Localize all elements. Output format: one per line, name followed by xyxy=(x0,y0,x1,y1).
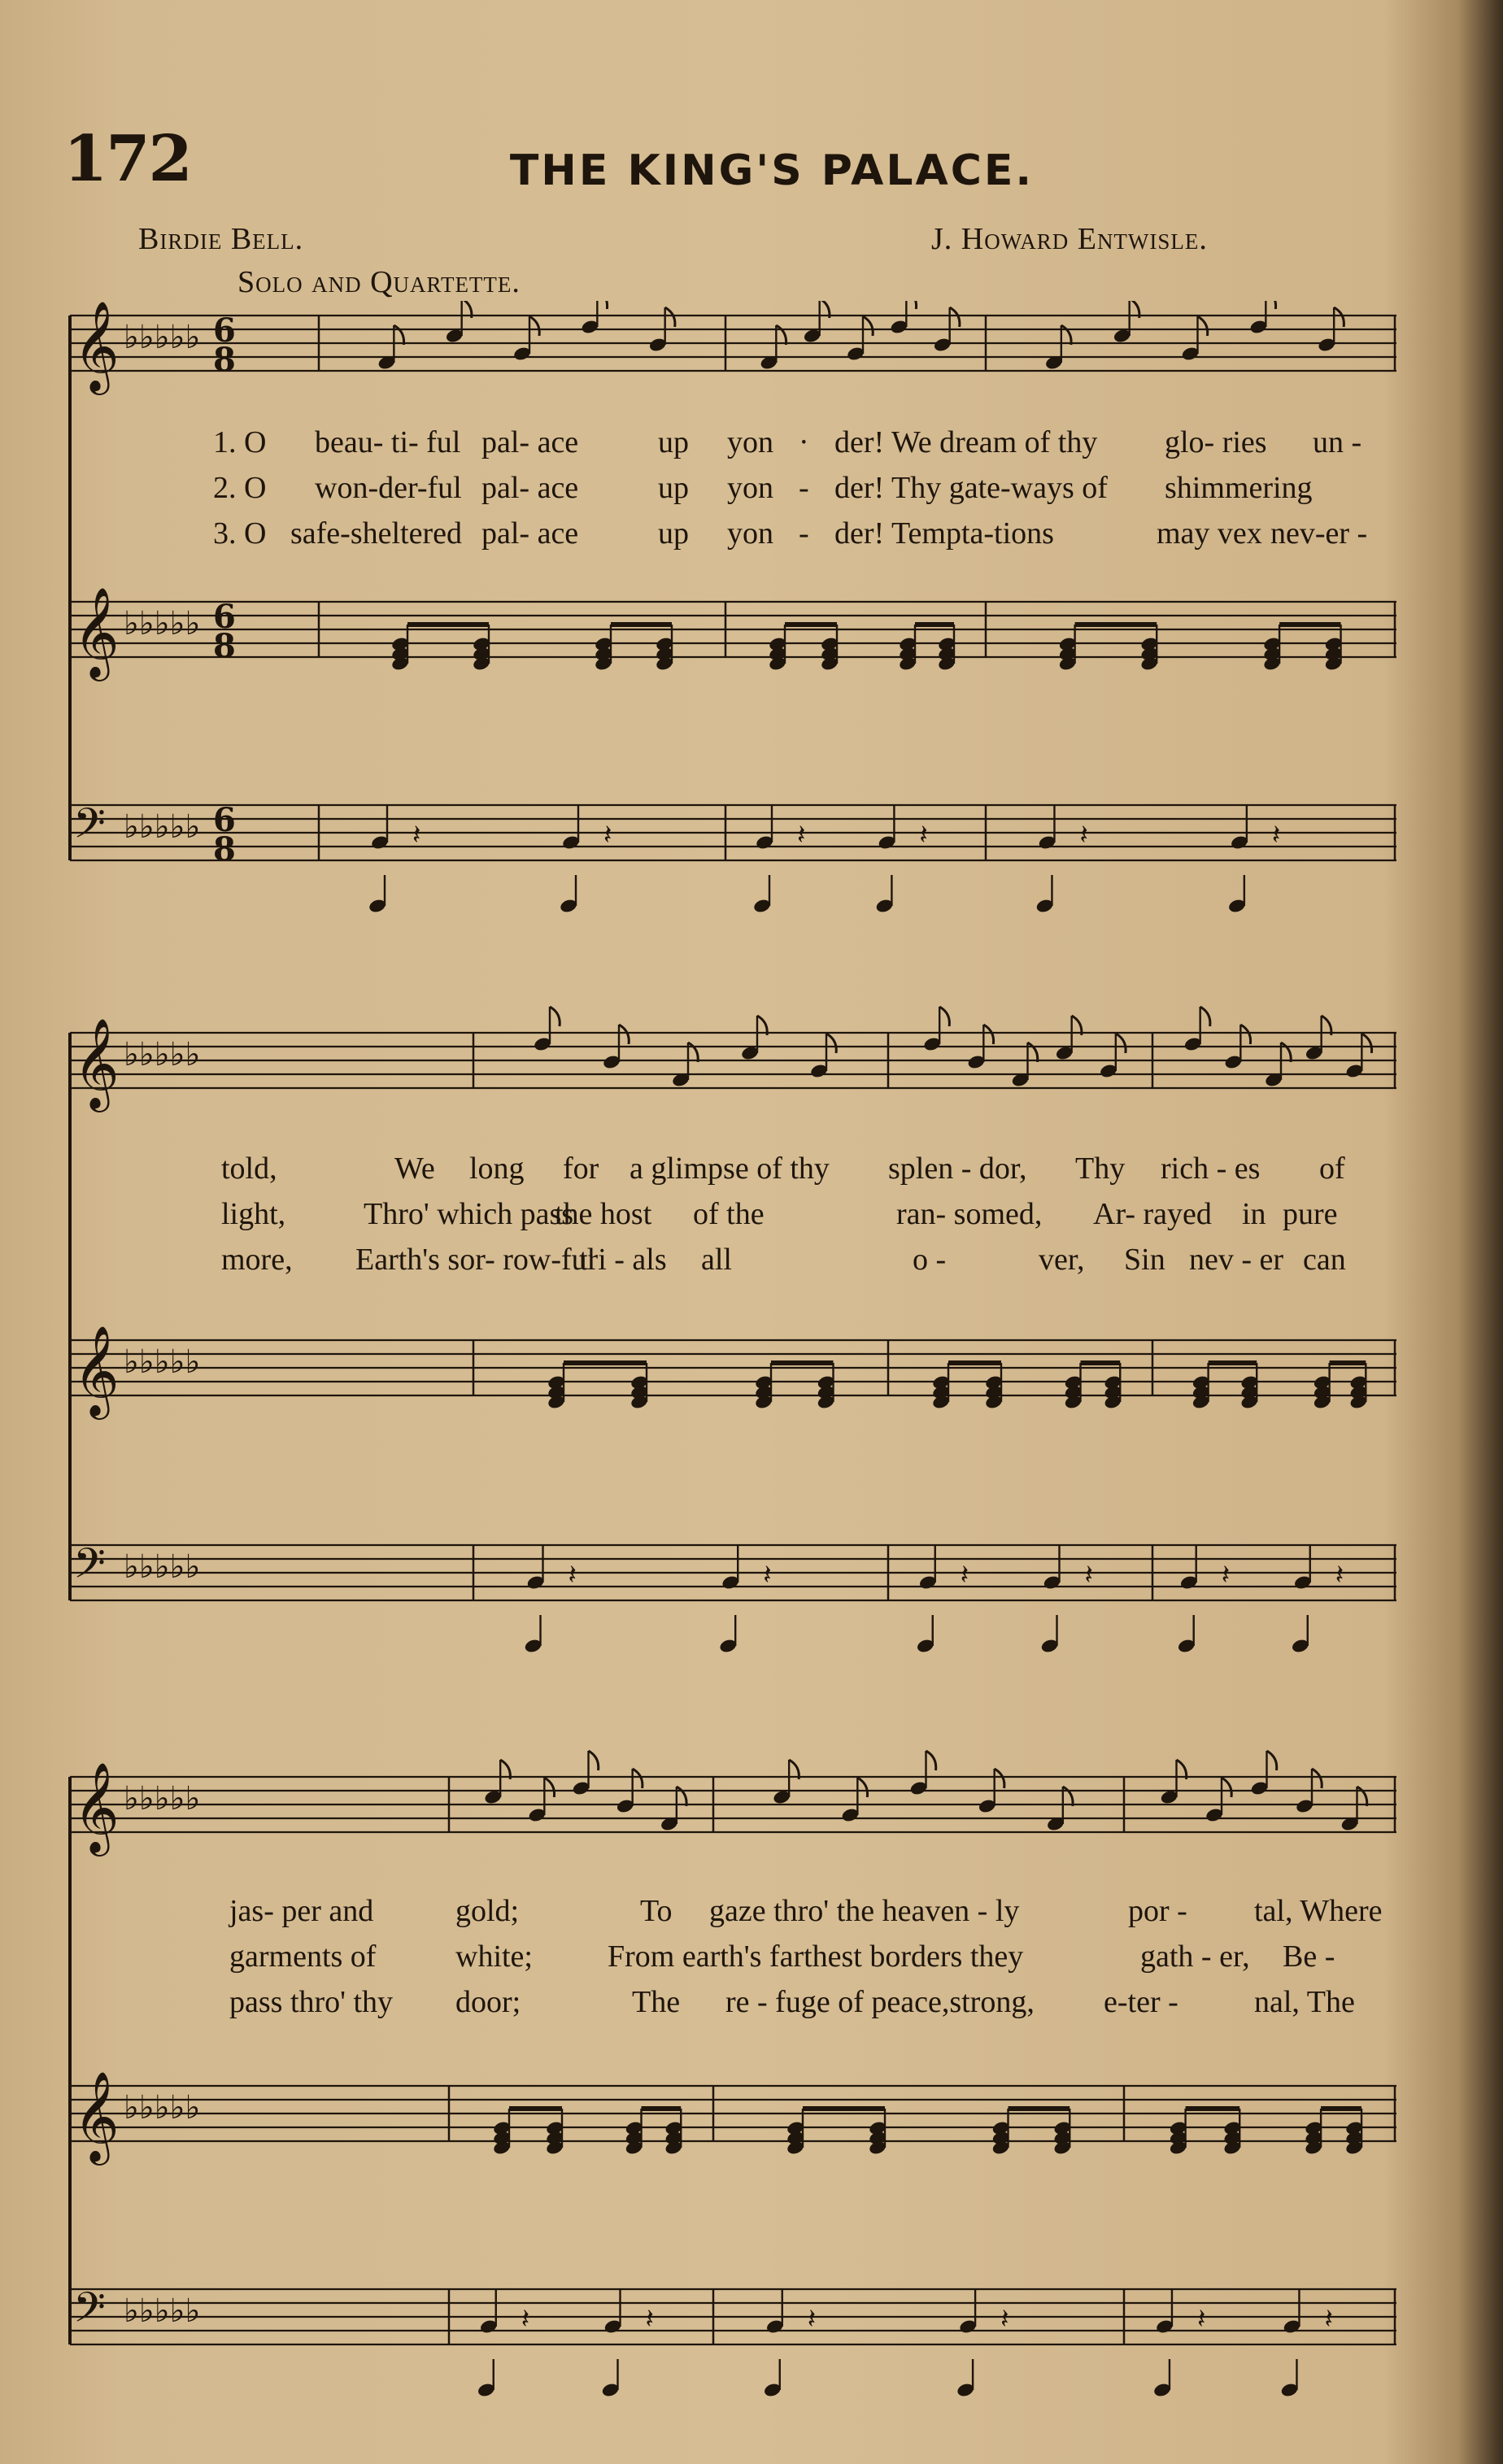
accompaniment-treble-staff xyxy=(70,2070,1396,2166)
svg-text:𝄽: 𝄽 xyxy=(919,819,928,851)
lyric-word: der! Tempta-tions xyxy=(834,516,1054,551)
lyric-word: for xyxy=(563,1151,599,1186)
score-staves xyxy=(67,1000,1401,1675)
lyric-word: light, xyxy=(221,1197,286,1231)
svg-text:𝄽: 𝄽 xyxy=(797,819,806,851)
lyric-word: in xyxy=(1242,1197,1266,1231)
lyric-word: gath - er, xyxy=(1140,1939,1250,1974)
svg-text:𝄢: 𝄢 xyxy=(73,2283,106,2342)
lyric-word: pass thro' thy xyxy=(229,1985,394,2019)
svg-text:6: 6 xyxy=(213,598,236,636)
lyric-word: the host xyxy=(555,1197,652,1231)
melody-staff xyxy=(70,1751,1396,1857)
lyric-word: From earth's farthest borders they xyxy=(608,1939,1024,1974)
score-staves xyxy=(67,301,1401,935)
lyric-word: Thy xyxy=(1075,1151,1126,1186)
lyric-word: long xyxy=(469,1151,525,1186)
lyric-word: white; xyxy=(455,1939,533,1974)
svg-text:𝄽: 𝄽 xyxy=(763,1559,772,1591)
lyric-word: pal- ace xyxy=(481,425,579,459)
svg-text:6: 6 xyxy=(213,801,236,839)
svg-text:♭♭♭♭♭: ♭♭♭♭♭ xyxy=(124,1036,201,1073)
lyric-verse-1 xyxy=(67,1893,1401,1939)
lyric-word: nev-er - xyxy=(1270,516,1368,551)
svg-text:𝄢: 𝄢 xyxy=(73,799,106,858)
lyric-word: pure xyxy=(1283,1197,1338,1231)
svg-text:𝄽: 𝄽 xyxy=(645,2303,654,2336)
svg-text:𝄞: 𝄞 xyxy=(73,586,120,677)
svg-text:8: 8 xyxy=(213,341,236,379)
lyric-word: pal- ace xyxy=(481,471,579,505)
lyric-word: splen - dor, xyxy=(888,1151,1027,1186)
accompaniment-treble-staff xyxy=(70,1325,1396,1420)
lyric-word: jas- per and xyxy=(229,1894,374,1928)
lyric-verse-3 xyxy=(67,516,1401,561)
svg-text:𝄽: 𝄽 xyxy=(1324,2303,1333,2336)
music-system-2 xyxy=(67,1000,1401,1675)
lyric-verse-3 xyxy=(67,1984,1401,2030)
svg-text:𝄽: 𝄽 xyxy=(521,2303,530,2336)
svg-text:𝄽: 𝄽 xyxy=(568,1559,577,1591)
page-number: 172 xyxy=(63,122,191,196)
lyric-word: door; xyxy=(455,1985,521,2019)
lyric-word: yon xyxy=(727,425,773,459)
lyric-word: To xyxy=(640,1894,673,1928)
lyric-word: can xyxy=(1303,1243,1346,1277)
lyric-word: rich - es xyxy=(1161,1151,1261,1186)
lyric-verse-1 xyxy=(67,1151,1401,1196)
lyric-word: Ar- rayed xyxy=(1093,1197,1212,1231)
svg-text:♭♭♭♭♭: ♭♭♭♭♭ xyxy=(124,1780,201,1818)
svg-text:𝄞: 𝄞 xyxy=(73,1017,120,1108)
lyric-word: glo- ries xyxy=(1165,425,1267,459)
lyric-word: a glimpse of thy xyxy=(630,1151,830,1186)
lyric-word: told, xyxy=(221,1151,277,1186)
svg-text:𝄽: 𝄽 xyxy=(1271,819,1281,851)
svg-text:𝄽: 𝄽 xyxy=(1079,819,1088,851)
lyric-word: · xyxy=(799,425,809,459)
svg-text:6: 6 xyxy=(213,311,236,350)
svg-text:𝄽: 𝄽 xyxy=(1084,1559,1093,1591)
svg-text:𝄽: 𝄽 xyxy=(1196,2303,1206,2336)
bass-staff xyxy=(70,1539,1396,1654)
lyric-word: 3. O xyxy=(213,516,267,551)
svg-text:𝄞: 𝄞 xyxy=(73,301,120,391)
lyric-word: ver, xyxy=(1039,1243,1085,1277)
svg-text:𝄢: 𝄢 xyxy=(73,1539,106,1598)
tempo-marking: Solo and Quartette. xyxy=(237,265,521,299)
svg-text:♭♭♭♭♭: ♭♭♭♭♭ xyxy=(124,808,201,846)
svg-text:♭♭♭♭♭: ♭♭♭♭♭ xyxy=(124,2089,201,2127)
svg-text:♭♭♭♭♭: ♭♭♭♭♭ xyxy=(124,2292,201,2330)
lyric-word: The xyxy=(632,1985,681,2019)
lyricist-credit: Birdie Bell. xyxy=(138,222,304,256)
lyric-word: beau- ti- ful xyxy=(315,425,461,459)
svg-text:♭♭♭♭♭: ♭♭♭♭♭ xyxy=(124,1343,201,1381)
lyric-word: up xyxy=(658,425,689,459)
svg-text:𝄽: 𝄽 xyxy=(603,819,612,851)
lyric-word: e-ter - xyxy=(1104,1985,1178,2019)
bass-staff xyxy=(70,799,1396,914)
lyric-word: of xyxy=(1319,1151,1345,1186)
lyric-word: Earth's sor- row-ful xyxy=(355,1243,596,1277)
lyric-word: garments of xyxy=(229,1939,377,1974)
lyric-word: pal- ace xyxy=(481,516,579,551)
svg-text:♭♭♭♭♭: ♭♭♭♭♭ xyxy=(124,319,201,356)
lyric-verse-3 xyxy=(67,1242,1401,1287)
lyric-word: nev - er xyxy=(1189,1243,1284,1277)
svg-text:8: 8 xyxy=(213,627,236,665)
lyric-word: tal, Where xyxy=(1254,1894,1383,1928)
lyric-word: up xyxy=(658,471,689,505)
lyric-word: yon xyxy=(727,471,773,505)
lyric-word: - xyxy=(799,516,809,551)
lyric-word: Sin xyxy=(1124,1243,1165,1277)
music-system-1 xyxy=(67,301,1401,935)
lyric-word: o - xyxy=(913,1243,947,1277)
melody-staff xyxy=(70,1007,1396,1112)
lyric-verse-2 xyxy=(67,1196,1401,1242)
svg-text:𝄞: 𝄞 xyxy=(73,2070,120,2161)
accompaniment-treble-staff xyxy=(70,586,1396,681)
lyric-word: up xyxy=(658,516,689,551)
lyric-word: may vex xyxy=(1157,516,1262,551)
lyric-word: re - fuge of peace,strong, xyxy=(725,1985,1035,2019)
lyric-word: safe-sheltered xyxy=(290,516,462,551)
lyric-word: 2. O xyxy=(213,471,267,505)
lyric-word: Thro' which pass xyxy=(364,1197,574,1231)
lyric-word: gaze thro' the heaven - ly xyxy=(709,1894,1020,1928)
lyric-word: gold; xyxy=(455,1894,520,1928)
lyric-word: yon xyxy=(727,516,773,551)
svg-text:♭♭♭♭♭: ♭♭♭♭♭ xyxy=(124,1548,201,1586)
lyric-word: all xyxy=(701,1243,732,1277)
score-staves xyxy=(67,1740,1401,2415)
hymn-title: THE KING'S PALACE. xyxy=(509,146,1035,195)
lyric-word: of the xyxy=(693,1197,765,1231)
lyric-word: We xyxy=(394,1151,435,1186)
svg-text:8: 8 xyxy=(213,830,236,868)
bass-staff xyxy=(70,2283,1396,2398)
lyric-word: tri - als xyxy=(579,1243,667,1277)
lyric-word: ran- somed, xyxy=(896,1197,1043,1231)
lyric-verse-1 xyxy=(67,424,1401,470)
svg-text:𝄞: 𝄞 xyxy=(73,1325,120,1416)
composer-credit: J. Howard Entwisle. xyxy=(931,222,1208,256)
melody-staff xyxy=(70,301,1396,395)
svg-text:𝄽: 𝄽 xyxy=(1335,1559,1344,1591)
lyric-verse-2 xyxy=(67,470,1401,516)
svg-text:𝄽: 𝄽 xyxy=(412,819,421,851)
lyric-word: more, xyxy=(221,1243,293,1277)
lyric-word: Be - xyxy=(1283,1939,1335,1974)
lyric-word: nal, The xyxy=(1254,1985,1355,2019)
music-system-3 xyxy=(67,1740,1401,2415)
lyric-word: por - xyxy=(1128,1894,1187,1928)
lyric-word: un - xyxy=(1313,425,1362,459)
svg-text:𝄽: 𝄽 xyxy=(1000,2303,1009,2336)
svg-text:𝄽: 𝄽 xyxy=(960,1559,969,1591)
lyric-word: won-der-ful xyxy=(315,471,462,505)
svg-text:♭♭♭♭♭: ♭♭♭♭♭ xyxy=(124,605,201,642)
svg-text:𝄽: 𝄽 xyxy=(1221,1559,1231,1591)
lyric-word: 1. O xyxy=(213,425,267,459)
svg-text:𝄽: 𝄽 xyxy=(807,2303,817,2336)
svg-text:𝄞: 𝄞 xyxy=(73,1761,120,1852)
lyric-word: - xyxy=(799,471,809,505)
lyric-word: der! We dream of thy xyxy=(834,425,1098,459)
lyric-word: der! Thy gate-ways of xyxy=(834,471,1108,505)
lyric-verse-2 xyxy=(67,1939,1401,1984)
lyric-word: shimmering xyxy=(1165,471,1313,505)
